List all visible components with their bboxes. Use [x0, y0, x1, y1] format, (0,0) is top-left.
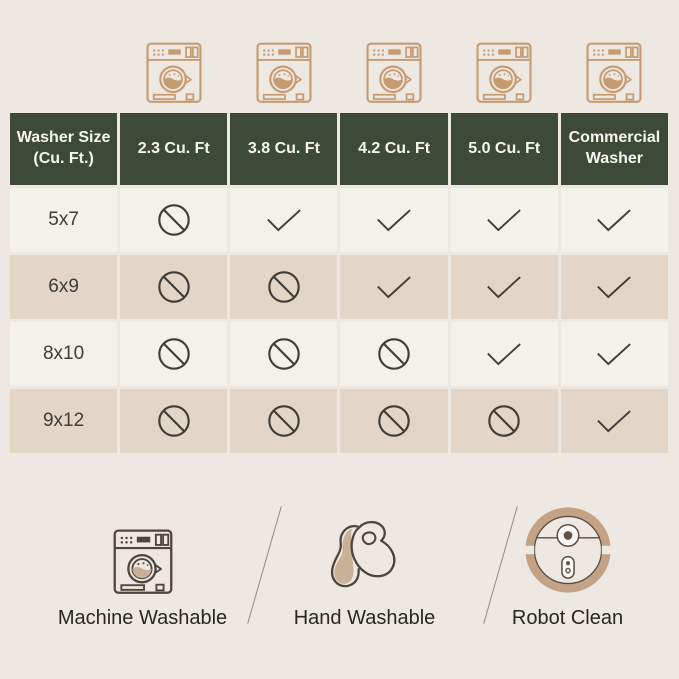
- rug-size-cell: 6x9: [10, 255, 117, 319]
- legend-label-hand-washable: Hand Washable: [293, 607, 436, 629]
- column-header-5-0-cuft: 5.0 Cu. Ft: [451, 113, 558, 185]
- washer-compatibility-table: [10, 113, 668, 453]
- washing-machine-icon: [366, 41, 422, 105]
- legend-label-robot-clean: Robot Clean: [511, 607, 624, 629]
- icon-cell-empty: [10, 39, 117, 105]
- icon-cell: [451, 39, 558, 105]
- not-washable-icon: [376, 336, 412, 372]
- hand-wash-icon: [315, 515, 415, 595]
- not-washable-icon: [156, 269, 192, 305]
- compatibility-cell: [561, 389, 668, 453]
- compatibility-cell: [451, 389, 558, 453]
- washing-machine-icon: [476, 41, 532, 105]
- check-icon: [485, 274, 523, 301]
- washing-machine-icon: [146, 41, 202, 105]
- check-icon: [265, 207, 303, 234]
- check-icon: [375, 207, 413, 234]
- not-washable-icon: [156, 403, 192, 439]
- rug-size-cell: 9x12: [10, 389, 117, 453]
- compatibility-cell: [451, 188, 558, 252]
- icon-cell: [561, 39, 668, 105]
- check-icon: [375, 274, 413, 301]
- washing-machine-icon: [256, 41, 312, 105]
- compatibility-cell: [230, 255, 337, 319]
- check-icon: [485, 341, 523, 368]
- column-header-washer-size: Washer Size (Cu. Ft.): [10, 113, 117, 185]
- compatibility-cell: [120, 188, 227, 252]
- check-icon: [595, 408, 633, 435]
- column-header-4-2-cuft: 4.2 Cu. Ft: [340, 113, 447, 185]
- legend-item-robot-clean: [465, 498, 670, 630]
- not-washable-icon: [266, 269, 302, 305]
- compatibility-cell: [451, 255, 558, 319]
- compatibility-cell: [340, 188, 447, 252]
- rug-size-cell: 8x10: [10, 322, 117, 386]
- compatibility-cell: [120, 322, 227, 386]
- robot-vacuum-icon: [523, 505, 613, 595]
- check-icon: [595, 341, 633, 368]
- compatibility-cell: [340, 255, 447, 319]
- icon-cell: [230, 39, 337, 105]
- compatibility-cell: [340, 322, 447, 386]
- not-washable-icon: [376, 403, 412, 439]
- washing-machine-icon: [586, 41, 642, 105]
- compatibility-cell: [230, 188, 337, 252]
- legend-label-machine-washable: Machine Washable: [57, 607, 228, 629]
- not-washable-icon: [486, 403, 522, 439]
- washer-icon-row: [10, 39, 668, 105]
- not-washable-icon: [156, 336, 192, 372]
- legend-item-hand-washable: [262, 498, 467, 630]
- column-header-2-3-cuft: 2.3 Cu. Ft: [120, 113, 227, 185]
- legend-item-machine-washable: [40, 498, 245, 630]
- icon-cell: [340, 39, 447, 105]
- compatibility-cell: [451, 322, 558, 386]
- compatibility-cell: [230, 322, 337, 386]
- compatibility-cell: [120, 255, 227, 319]
- compatibility-cell: [561, 322, 668, 386]
- compatibility-cell: [340, 389, 447, 453]
- icon-cell: [120, 39, 227, 105]
- check-icon: [595, 207, 633, 234]
- check-icon: [595, 274, 633, 301]
- rug-size-cell: 5x7: [10, 188, 117, 252]
- compatibility-cell: [561, 255, 668, 319]
- compatibility-cell: [230, 389, 337, 453]
- compatibility-cell: [561, 188, 668, 252]
- column-header-commercial: Commercial Washer: [561, 113, 668, 185]
- not-washable-icon: [156, 202, 192, 238]
- check-icon: [485, 207, 523, 234]
- not-washable-icon: [266, 336, 302, 372]
- washing-machine-icon: [113, 529, 173, 595]
- compatibility-cell: [120, 389, 227, 453]
- column-header-3-8-cuft: 3.8 Cu. Ft: [230, 113, 337, 185]
- not-washable-icon: [266, 403, 302, 439]
